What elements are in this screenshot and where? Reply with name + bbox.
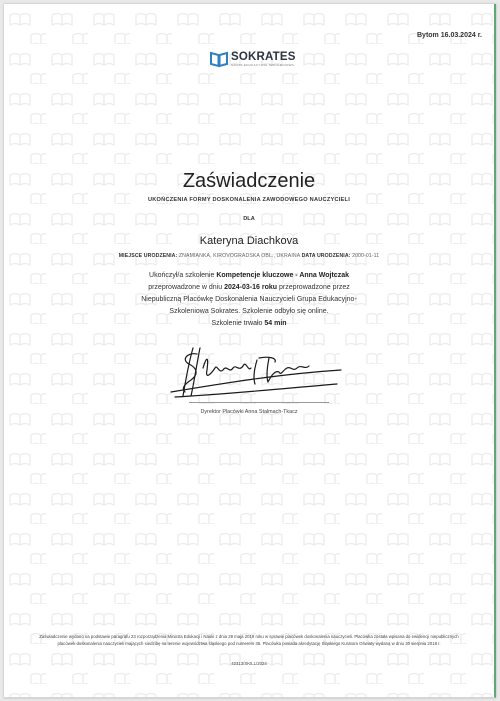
open-book-icon xyxy=(210,50,228,68)
certificate-subtitle: UKOŃCZENIA FORMY DOSKONALENIA ZAWODOWEGO NAUCZYCIELI xyxy=(147,197,351,203)
document-number: 42313/SKILL/2024 xyxy=(231,661,267,666)
for-label: DLA xyxy=(243,216,255,222)
organizer-line-2: Szkoleniowa Sokrates. Szkolenie odbyło się online. xyxy=(169,308,329,315)
held-on-date: 2024-03-16 roku xyxy=(224,284,278,291)
certificate-page xyxy=(4,4,496,698)
birth-place-value: ZNAMIANKA, KIROVOGRADSKA OBL., UKRAINA xyxy=(178,253,301,259)
legal-notice: Zaświadczenie wydano na podstawie paragrafu 23 rozporządzenia Ministra Edukacji i Nauki z dnia 28 maja 2019 roku w sprawie placówek doskonalenia nauczycieli. Placówka została wpisana do ewidencji niepublicznych placówek doskonalenia nauczycieli mających siedzibę na terenie województwa śląskiego pod numerem 35. Placówka posiada akredytację Śląskiego Kuratora Oświaty wydaną w dniu 30 sierpnia 2018 r. xyxy=(39,634,459,646)
held-on-prefix: przeprowadzone w dniu xyxy=(148,284,223,291)
birth-date-label: DATA URODZENIA: xyxy=(301,253,351,259)
signature-line xyxy=(189,402,329,403)
logo-name: SOKRATES xyxy=(231,51,296,63)
certificate-body xyxy=(124,270,374,330)
course-name: Kompetencje kluczowe - Anna Wojtczak xyxy=(216,272,349,279)
completed-prefix: Ukończył/a szkolenie xyxy=(149,272,215,279)
course-line xyxy=(124,270,374,282)
signature-caption: Dyrektor Placówki Anna Stalmach-Tkacz xyxy=(200,409,298,415)
held-on-suffix: przeprowadzone przez xyxy=(278,284,350,291)
organizer-line-1: Niepubliczną Placówkę Doskonalenia Nauczycieli Grupa Edukacyjno- xyxy=(141,296,357,303)
birth-place-label: MIEJSCE URODZENIA: xyxy=(118,253,178,259)
duration-prefix: Szkolenie trwało xyxy=(211,320,263,327)
certificate-title: Zaświadczenie xyxy=(182,170,316,192)
handwritten-signature xyxy=(169,344,344,402)
date-line xyxy=(124,282,374,294)
recipient-name: Kateryna Diachkova xyxy=(199,235,299,247)
birth-info xyxy=(4,253,494,259)
sokrates-logo xyxy=(210,50,296,68)
city-date: Bytom 16.03.2024 r. xyxy=(417,32,482,39)
birth-date-value: 2000-01-11 xyxy=(352,253,380,259)
duration-line xyxy=(124,318,374,330)
logo-tagline: GRUPA EDUKACYJNO-SZKOLENIOWA xyxy=(231,63,294,67)
duration-value: 54 min xyxy=(264,320,287,327)
